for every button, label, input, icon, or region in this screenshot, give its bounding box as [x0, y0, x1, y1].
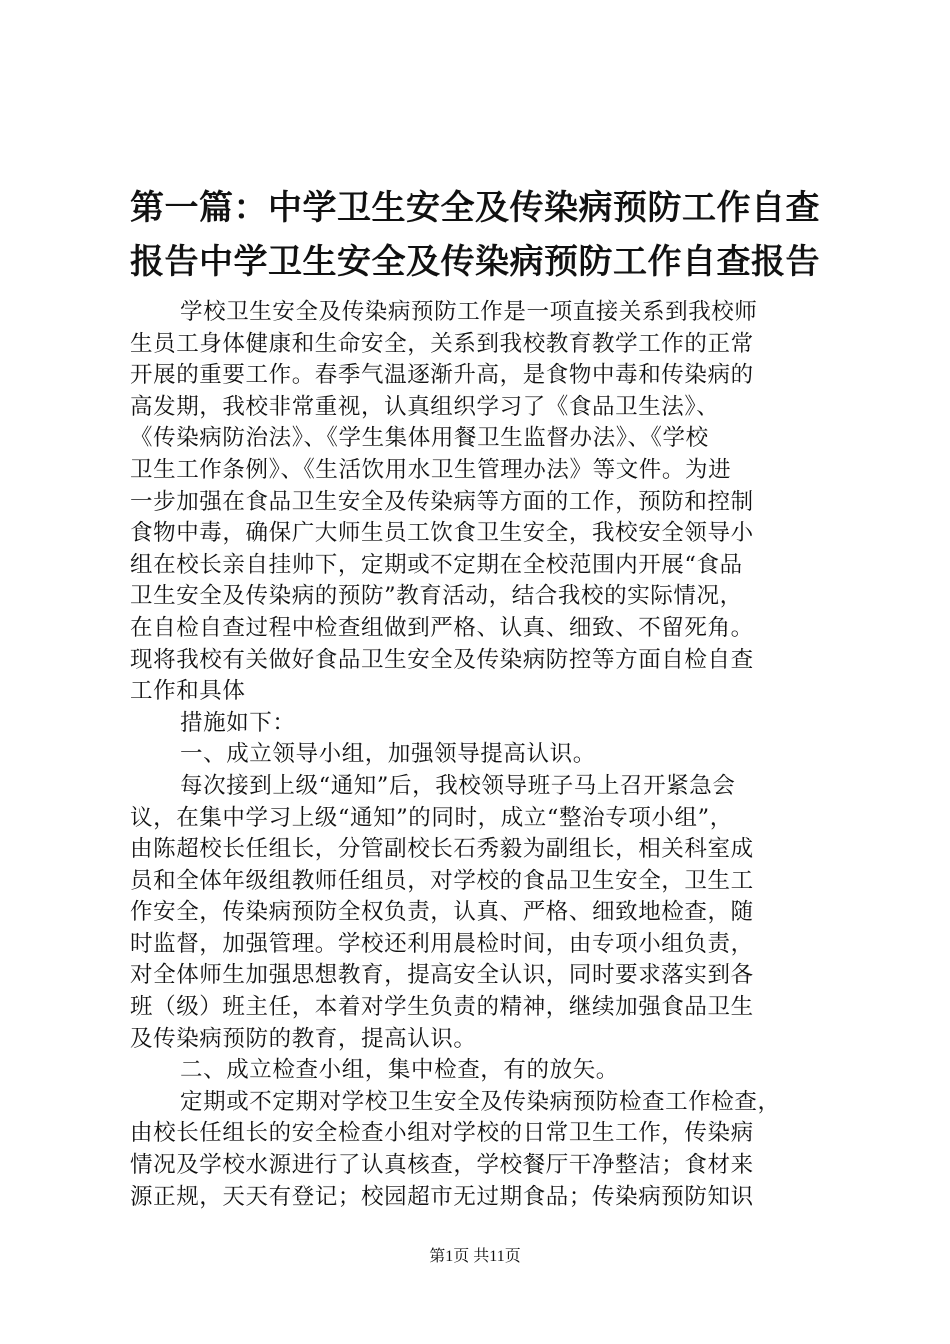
paragraph-line: 措施如下：: [180, 709, 296, 736]
paragraph-line: 一步加强在食品卫生安全及传染病等方面的工作，预防和控制: [130, 488, 754, 515]
paragraph-line: 卫生工作条例》、《生活饮用水卫生管理办法》等文件。为进: [130, 456, 732, 483]
paragraph-line: 员和全体年级组教师任组员，对学校的食品卫生安全，卫生工: [130, 867, 754, 894]
paragraph-line: 工作和具体: [130, 678, 246, 705]
paragraph-line: 班（级）班主任，本着对学生负责的精神，继续加强食品卫生: [130, 994, 754, 1021]
document-title-line-2: 报告中学卫生安全及传染病预防工作自查报告: [130, 242, 820, 282]
paragraph-line: 情况及学校水源进行了认真核查，学校餐厅干净整洁；食材来: [130, 1152, 754, 1179]
paragraph-line: 每次接到上级“通知”后，我校领导班子马上召开紧急会: [180, 772, 736, 799]
paragraph-line: 卫生安全及传染病的预防”教育活动，结合我校的实际情况，: [130, 583, 743, 610]
paragraph-line: 在自检自查过程中检查组做到严格、认真、细致、不留死角。: [130, 614, 754, 641]
paragraph-line: 定期或不定期对学校卫生安全及传染病预防检查工作检查，: [180, 1088, 781, 1115]
paragraph-line: 及传染病预防的教育，提高认识。: [130, 1025, 477, 1052]
paragraph: [130, 1055, 830, 1087]
page-footer: 第1页 共11页: [429, 1248, 521, 1265]
paragraph-line: 高发期，我校非常重视，认真组织学习了《食品卫生法》、: [130, 393, 720, 420]
paragraph-line: 学校卫生安全及传染病预防工作是一项直接关系到我校师: [180, 299, 758, 325]
paragraph-line: 对全体师生加强思想教育，提高安全认识，同时要求落实到各: [130, 962, 754, 989]
document-title-line-1: 第一篇：中学卫生安全及传染病预防工作自查: [130, 188, 820, 228]
paragraph: [130, 1087, 830, 1213]
paragraph-line: 由陈超校长任组长，分管副校长石秀毅为副组长，相关科室成: [130, 836, 754, 863]
document-body: [130, 297, 830, 1213]
paragraph-line: 一、成立领导小组，加强领导提高认识。: [180, 741, 596, 768]
paragraph: [130, 297, 830, 708]
paragraph-line: 生员工身体健康和生命安全，关系到我校教育教学工作的正常: [130, 330, 754, 357]
paragraph-line: 二、成立检查小组，集中检查，有的放矢。: [180, 1057, 619, 1084]
paragraph-line: 开展的重要工作。春季气温逐渐升高，是食物中毒和传染病的: [130, 362, 754, 389]
paragraph-line: 由校长任组长的安全检查小组对学校的日常卫生工作，传染病: [130, 1120, 754, 1147]
paragraph-line: 组在校长亲自挂帅下，定期或不定期在全校范围内开展“食品: [130, 551, 743, 578]
paragraph: [130, 739, 830, 771]
paragraph-line: 时监督，加强管理。学校还利用晨检时间，由专项小组负责，: [130, 930, 754, 957]
paragraph: [130, 708, 830, 740]
paragraph-line: 作安全，传染病预防全权负责，认真、严格、细致地检查，随: [130, 899, 754, 926]
paragraph-line: 食物中毒，确保广大师生员工饮食卫生安全，我校安全领导小: [130, 520, 754, 547]
paragraph: [130, 771, 830, 1055]
paragraph-line: 源正规，天天有登记；校园超市无过期食品；传染病预防知识: [130, 1183, 754, 1210]
paragraph-line: 现将我校有关做好食品卫生安全及传染病防控等方面自检自查: [130, 646, 754, 673]
paragraph-line: 议，在集中学习上级“通知”的同时，成立“整治专项小组”，: [130, 804, 733, 831]
paragraph-line: 《传染病防治法》、《学生集体用餐卫生监督办法》、《学校: [130, 425, 709, 452]
